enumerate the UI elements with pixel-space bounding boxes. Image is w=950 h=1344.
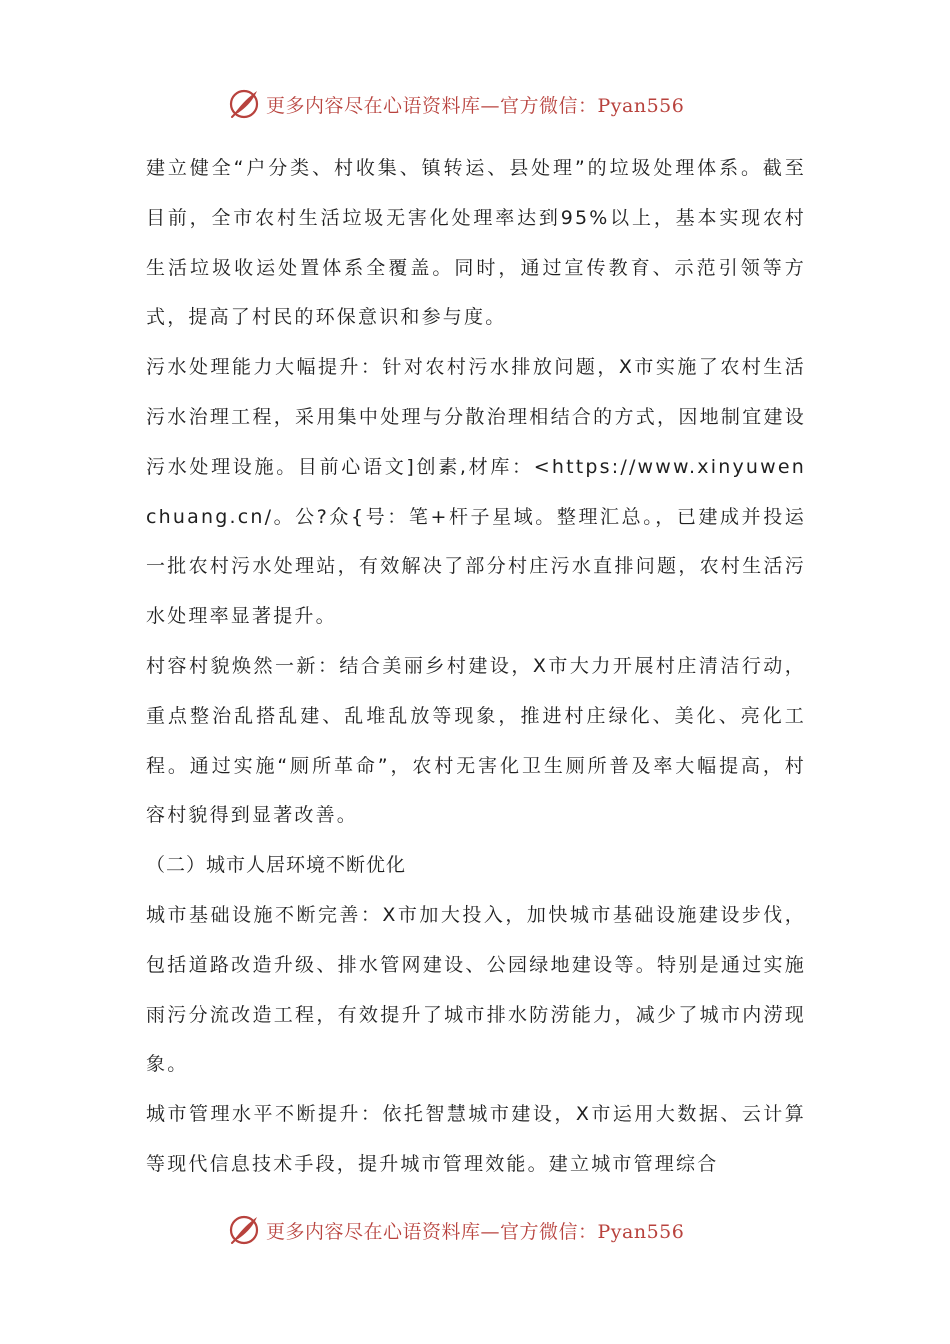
watermark-text: 更多内容尽在心语资料库—官方微信：Pyan556: [266, 94, 685, 117]
quill-pen-icon: [226, 1212, 262, 1248]
section-heading-urban-environment: （二）城市人居环境不断优化: [146, 854, 407, 877]
watermark-banner-top: [226, 84, 746, 124]
watermark-text: 更多内容尽在心语资料库—官方微信：Pyan556: [266, 1220, 685, 1243]
document-body: [146, 144, 806, 1190]
quill-pen-icon: [226, 86, 262, 122]
paragraph-urban-infrastructure: 城市基础设施不断完善：X市加大投入，加快城市基础设施建设步伐，包括道路改造升级、排水管网建设、公园绿地建设等。特别是通过实施雨污分流改造工程，有效提升了城市排水防涝能力，减少了城市内涝现象。: [146, 903, 806, 1076]
paragraph-village-appearance: 村容村貌焕然一新：结合美丽乡村建设，X市大力开展村庄清洁行动，重点整治乱搭乱建、乱堆乱放等现象，推进村庄绿化、美化、亮化工程。通过实施“厕所革命”，农村无害化卫生厕所普及率大幅提高，村容村貌得到显著改善。: [146, 654, 806, 827]
watermark-banner-bottom: [226, 1210, 746, 1250]
paragraph-garbage-system: 建立健全“户分类、村收集、镇转运、县处理”的垃圾处理体系。截至目前，全市农村生活垃圾无害化处理率达到95%以上，基本实现农村生活垃圾收运处置体系全覆盖。同时，通过宣传教育、示范引领等方式，提高了村民的环保意识和参与度。: [146, 157, 806, 329]
paragraph-sewage-treatment: 污水处理能力大幅提升：针对农村污水排放问题，X市实施了农村生活污水治理工程，采用集中处理与分散治理相结合的方式，因地制宜建设污水处理设施。目前心语文]创素,材库：<https://www.xinyuwenchuang.cn/。公?众{号：笔+杆子星域。整理汇总。，已建成并投运一批农村污水处理站，有效解决了部分村庄污水直排问题，农村生活污水处理率显著提升。: [146, 356, 806, 628]
paragraph-urban-management: 城市管理水平不断提升：依托智慧城市建设，X市运用大数据、云计算等现代信息技术手段，提升城市管理效能。建立城市管理综合: [146, 1103, 806, 1175]
